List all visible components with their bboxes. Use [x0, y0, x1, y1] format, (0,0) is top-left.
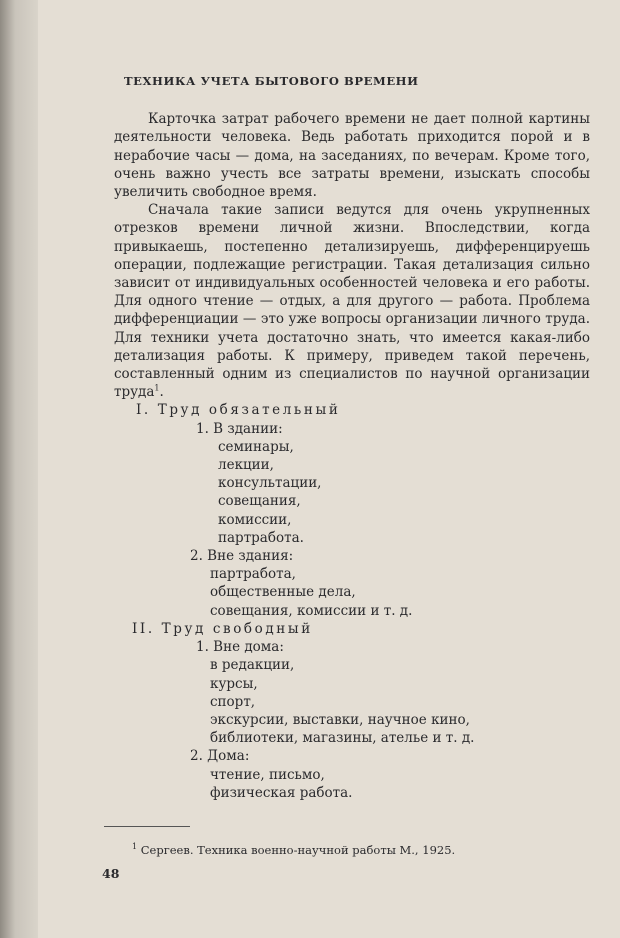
list-item: совещания, комиссии и т. д.: [210, 602, 413, 619]
page-edge-shadow: [0, 0, 38, 938]
list-item: партработа.: [218, 529, 304, 546]
list-item: партработа,: [210, 566, 296, 583]
footnote-marker: 1: [132, 842, 138, 852]
list-section-1: I. Труд обязательный: [136, 402, 341, 419]
list-section-2: II. Труд свободный: [132, 620, 313, 637]
list-subsection: 1. В здании:: [196, 420, 283, 437]
list-item: лекции,: [218, 457, 274, 474]
list-item: комиссии,: [218, 511, 292, 528]
page-number: 48: [102, 866, 120, 881]
list-item: совещания,: [218, 493, 301, 510]
list-item: экскурсии, выставки, научное кино,: [210, 711, 470, 728]
list-item: семинары,: [218, 438, 294, 455]
list-subsection: 2. Дома:: [190, 748, 250, 765]
list-item: в редакции,: [210, 657, 295, 674]
footnote-ref: 1: [154, 383, 160, 393]
list-item: физическая работа.: [210, 784, 353, 801]
paragraph-1: Карточка затрат рабочего времени не дает полной картины деятельности человека. Ведь работать приходится порой и в нерабочие часы — дома, на заседаниях, по вечерам. Кроме того, очень важно учесть все затраты времени, изыскать способы увеличить свободное время.: [114, 111, 590, 201]
list-item: спорт,: [210, 693, 256, 710]
list-subsection: 2. Вне здания:: [190, 548, 294, 565]
list-item: общественные дела,: [210, 584, 356, 601]
list-item: консультации,: [218, 475, 322, 492]
list-item: чтение, письмо,: [210, 766, 325, 783]
list-subsection: 1. Вне дома:: [196, 639, 284, 656]
list-item: библиотеки, магазины, ателье и т. д.: [210, 730, 475, 747]
list-item: курсы,: [210, 675, 258, 692]
section-heading: ТЕХНИКА УЧЕТА БЫТОВОГО ВРЕМЕНИ: [124, 74, 419, 88]
page-content: [114, 72, 590, 802]
paragraph-2: Сначала такие записи ведутся для очень укрупненных отрезков времени личной жизни. Впоследствии, когда привыкаешь, постепенно детализируешь, дифференцируешь операции, подлежащие регистрации. Такая детализация сильно зависит от индивидуальных особенностей человека и его работы. Для одного чтение — отдых, а для другого — работа. Проблема дифференциации — это уже вопросы организации личного труда. Для техники учета достаточно знать, что имеется какая-либо детализация работы. К примеру, приведем такой перечень, составленный одним из специалистов по научной организации труда$^1$.: [114, 202, 590, 401]
footnote-divider: [104, 826, 190, 827]
footnote: [132, 843, 455, 857]
activity-list: [114, 401, 590, 801]
footnote-text: Сергеев. Техника военно-научной работы М., 1925.: [140, 843, 456, 857]
